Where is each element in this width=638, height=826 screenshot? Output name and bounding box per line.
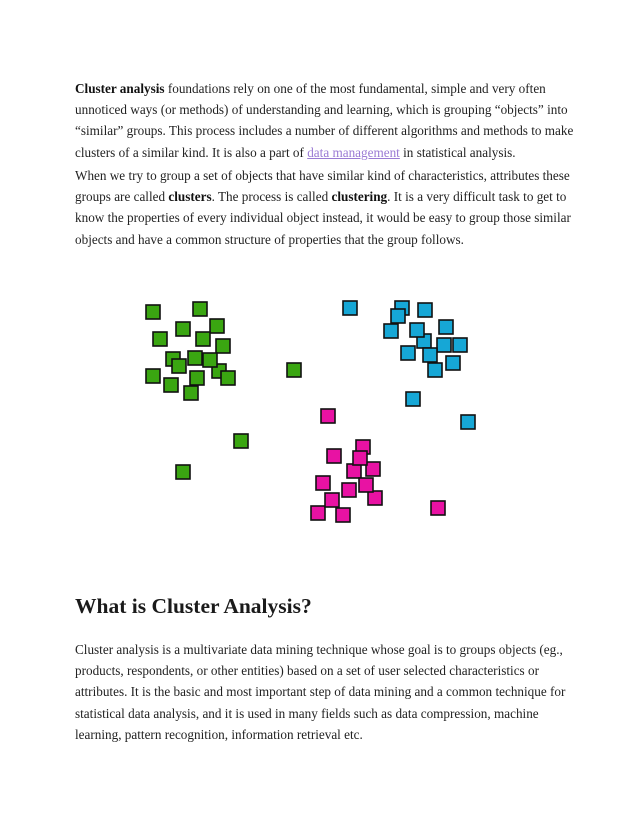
magenta-cluster-point-1 [321, 409, 335, 423]
blue-cluster-point-4 [384, 324, 398, 338]
magenta-cluster-point-5 [366, 462, 380, 476]
green-cluster-point-17 [234, 434, 248, 448]
green-cluster-point-3 [176, 322, 190, 336]
green-cluster-point-7 [216, 339, 230, 353]
clusters-paragraph [75, 165, 575, 250]
green-cluster-point-14 [221, 371, 235, 385]
blue-cluster-point-15 [410, 323, 424, 337]
magenta-cluster-point-6 [316, 476, 330, 490]
blue-cluster-point-11 [406, 392, 420, 406]
blue-cluster-point-3 [418, 303, 432, 317]
green-cluster-point-5 [153, 332, 167, 346]
blue-cluster-point-16 [453, 338, 467, 352]
magenta-cluster-point-8 [368, 491, 382, 505]
magenta-cluster-point-3 [327, 449, 341, 463]
magenta-cluster-point-4 [347, 464, 361, 478]
blue-cluster-point-1 [343, 301, 357, 315]
section-heading: What is Cluster Analysis? [75, 594, 312, 618]
green-cluster-point-11 [164, 378, 178, 392]
magenta-cluster-point-13 [325, 493, 339, 507]
magenta-cluster-point-9 [311, 506, 325, 520]
green-cluster-point-12 [190, 371, 204, 385]
blue-cluster-point-8 [401, 346, 415, 360]
green-cluster-point-6 [196, 332, 210, 346]
green-cluster-point-19 [172, 359, 186, 373]
green-cluster-point-1 [146, 305, 160, 319]
cluster-analysis-term: Cluster analysis [75, 81, 165, 96]
green-cluster-point-10 [146, 369, 160, 383]
clustering-term: clustering [331, 189, 388, 205]
blue-cluster-point-9 [446, 356, 460, 370]
section-body: Cluster analysis is a multivariate data mining technique whose goal is to groups objects (eg., products, respondents, or other entities) based on a set of user selected characteristics or attributes. It is the basic and most important step of data mining and a common technique for statistical data analysis, and it is used in many fields such as data compression, machine learning, pattern recognition, information retrieval etc. [75, 642, 566, 742]
green-cluster-point-2 [193, 302, 207, 316]
green-cluster-point-18 [176, 465, 190, 479]
para2-text-3: . It is a very difficult task to get to know the properties of every individual object instead, it would be easy to group those similar objects and have a common structure of properties that the group follows. [75, 189, 571, 247]
green-cluster-point-20 [203, 353, 217, 367]
para2-text-2: . The process is called [211, 189, 332, 205]
green-cluster-point-16 [287, 363, 301, 377]
green-cluster-point-15 [184, 386, 198, 400]
magenta-cluster-point-10 [336, 508, 350, 522]
magenta-cluster-point-14 [359, 478, 373, 492]
green-cluster-point-9 [188, 351, 202, 365]
blue-cluster-point-14 [423, 348, 437, 362]
intro-text-2: in statistical analysis. [399, 144, 516, 160]
magenta-cluster-point-11 [431, 501, 445, 515]
blue-cluster-point-7 [437, 338, 451, 352]
blue-cluster-point-10 [428, 363, 442, 377]
magenta-cluster-point-12 [353, 451, 367, 465]
intro-text-1: foundations rely on one of the most fundamental, simple and very often unnoticed ways (or methods) of understanding and learning, which is grouping “objects” into “similar” groups. This process includes a number of different algorithms and methods to make clusters of a similar kind. It is also a part of [75, 81, 574, 160]
clusters-term: clusters [168, 189, 212, 205]
blue-cluster-point-13 [391, 309, 405, 323]
blue-cluster-point-5 [439, 320, 453, 334]
para2-text-1: When we try to group a set of objects that have similar kind of characteristics, attributes these groups are called [75, 168, 570, 205]
magenta-cluster-point-7 [342, 483, 356, 497]
blue-cluster-point-12 [461, 415, 475, 429]
green-cluster-point-4 [210, 319, 224, 333]
data-management-link[interactable]: data management [307, 144, 400, 160]
intro-paragraph [75, 78, 575, 163]
